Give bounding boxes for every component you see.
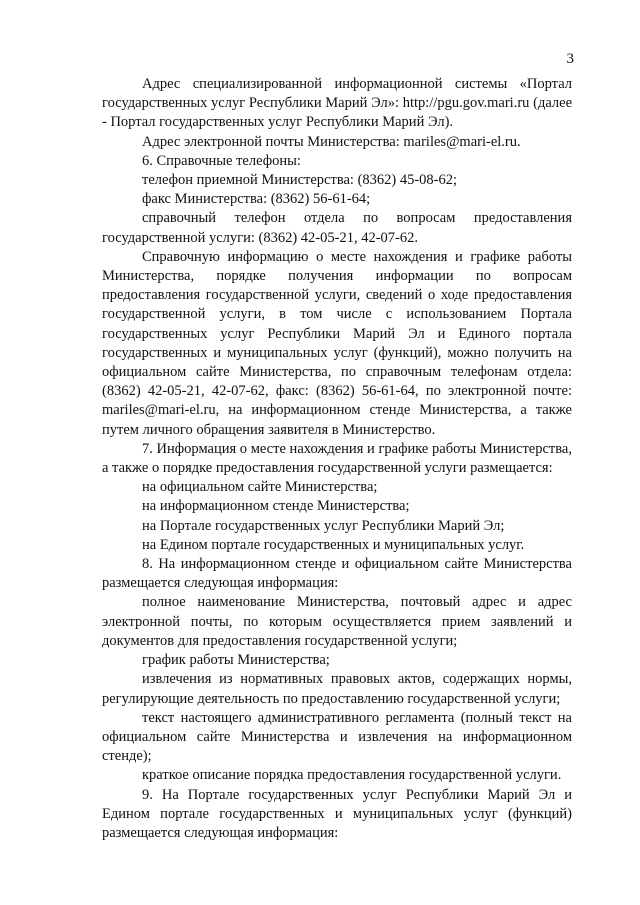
paragraph: на Портале государственных услуг Республики Марий Эл; (142, 517, 505, 534)
paragraph: краткое описание порядка предоставления государственной услуги. (142, 767, 562, 784)
paragraph: на официальном сайте Министерства; (142, 479, 378, 496)
paragraph: на Едином портале государственных и муниципальных услуг. (142, 536, 525, 553)
paragraph: график работы Министерства; (142, 652, 330, 669)
paragraph: извлечения из нормативных правовых актов, содержащих нормы, регулирующие деятельность по предоставлению государственной услуги; (102, 671, 572, 707)
paragraph: 7. Информация о месте нахождения и графике работы Министерства, а также о порядке предоставления государственной услуги размещается: (102, 440, 572, 477)
paragraph: Адрес электронной почты Министерства: mariles@mari-el.ru. (142, 133, 521, 150)
paragraph: факс Министерства: (8362) 56-61-64; (142, 191, 371, 208)
paragraph: справочный телефон отдела по вопросам предоставления государственной услуги: (8362) 42-05-21, 42-07-62. (102, 210, 572, 246)
page-number: 3 (566, 51, 574, 67)
paragraph: 6. Справочные телефоны: (142, 152, 301, 169)
paragraph: Справочную информацию о месте нахождения и графике работы Министерства, порядке получения информации по вопросам предоставления государственной услуги, сведений о ходе предоставления государственной услуги, в том числе с использованием Портала государственных услуг Республики Марий Эл и Единого портала государственных и муниципальных услуг (функций), можно получить на официальном сайте Министерства, по справочным телефонам отдела: (8362) 42-05-21, 42-07-62, факс: (8362) 56-61-64, по электронной почте: mariles@mari-el.ru, на информационном стенде Министерства, а также путем личного обращения заявителя в Министерство. (102, 248, 572, 438)
paragraph: на информационном стенде Министерства; (142, 498, 410, 515)
paragraph: Адрес специализированной информационной системы «Портал государственных услуг Республики Марий Эл»: http://pgu.gov.mari.ru (далее - Портал государственных услуг Республики Марий Эл). (102, 76, 572, 131)
document-body (102, 75, 572, 843)
paragraph: текст настоящего административного регламента (полный текст на официальном сайте Министерства и извлечения на информационном стенде); (102, 709, 572, 765)
paragraph: 8. На информационном стенде и официальном сайте Министерства размещается следующая информация: (102, 556, 572, 592)
paragraph: телефон приемной Министерства: (8362) 45-08-62; (142, 172, 458, 189)
paragraph: 9. На Портале государственных услуг Республики Марий Эл и Едином портале государственных и муниципальных услуг (функций) размещается следующая информация: (102, 786, 572, 841)
paragraph: полное наименование Министерства, почтовый адрес и адрес электронной почты, по которым осуществляется прием заявлений и документов для предоставления государственной услуги; (102, 594, 572, 649)
